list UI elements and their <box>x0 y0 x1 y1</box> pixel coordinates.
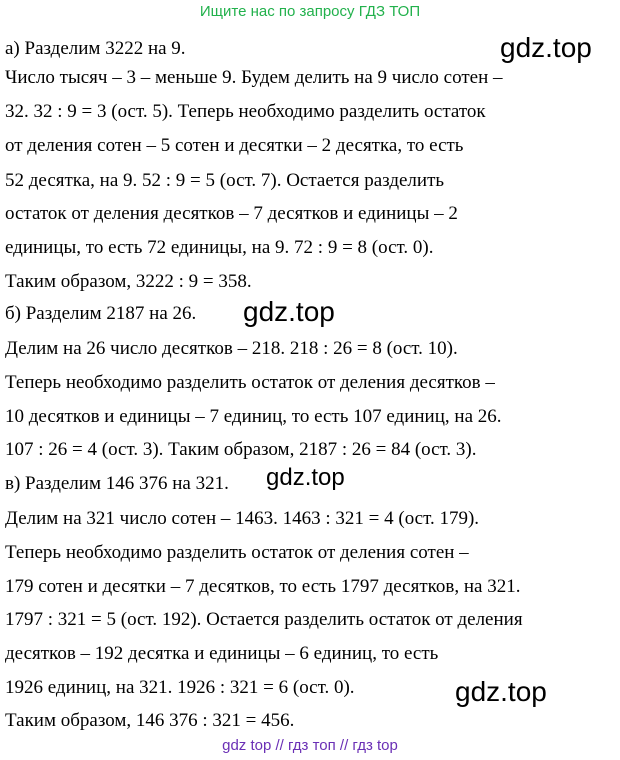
solution-line: единицы, то есть 72 единицы, на 9. 72 : 9 = 8 (ост. 0). <box>5 237 434 258</box>
solution-line: Число тысяч – 3 – меньше 9. Будем делить на 9 число сотен – <box>5 67 503 88</box>
solution-line: 1926 единиц, на 321. 1926 : 321 = 6 (ост. 0). <box>5 677 355 698</box>
watermark-gdz-top: gdz.top <box>243 296 335 327</box>
solution-line: десятков – 192 десятка и единицы – 6 единиц, то есть <box>5 643 439 664</box>
solution-line: 179 сотен и десятки – 7 десятков, то есть 1797 десятков, на 321. <box>5 576 521 597</box>
solution-line-a-result: Таким образом, 3222 : 9 = 358. <box>5 271 252 292</box>
footer-links[interactable]: gdz top // гдз топ // гдз top <box>222 737 398 754</box>
solution-line: 52 десятка, на 9. 52 : 9 = 5 (ост. 7). Остается разделить <box>5 170 445 191</box>
solution-line: Теперь необходимо разделить остаток от деления десятков – <box>5 372 495 393</box>
solution-line: Делим на 26 число десятков – 218. 218 : 26 = 8 (ост. 10). <box>5 338 458 359</box>
solution-line: 10 десятков и единицы – 7 единиц, то есть 107 единиц, на 26. <box>5 406 502 427</box>
watermark-gdz-top: gdz.top <box>455 676 547 707</box>
solution-line: 32. 32 : 9 = 3 (ост. 5). Теперь необходимо разделить остаток <box>5 101 486 122</box>
watermark-gdz-top: gdz.top <box>500 32 592 63</box>
solution-line: Теперь необходимо разделить остаток от деления сотен – <box>5 542 469 563</box>
solution-line: от деления сотен – 5 сотен и десятки – 2 десятка, то есть <box>5 135 464 156</box>
solution-line-c-title: в) Разделим 146 376 на 321. <box>5 473 229 494</box>
solution-line: 1797 : 321 = 5 (ост. 192). Остается разделить остаток от деления <box>5 609 523 630</box>
header-search-link[interactable]: Ищите нас по запросу ГДЗ ТОП <box>199 3 421 20</box>
watermark-gdz-top: gdz.top <box>266 464 345 491</box>
solution-line-c-result: Таким образом, 146 376 : 321 = 456. <box>5 710 295 731</box>
solution-line: остаток от деления десятков – 7 десятков и единицы – 2 <box>5 203 458 224</box>
solution-line-b-result: 107 : 26 = 4 (ост. 3). Таким образом, 2187 : 26 = 84 (ост. 3). <box>5 439 477 460</box>
solution-line: Делим на 321 число сотен – 1463. 1463 : 321 = 4 (ост. 179). <box>5 508 480 529</box>
solution-line-b-title: б) Разделим 2187 на 26. <box>5 303 197 324</box>
solution-line-a-title: а) Разделим 3222 на 9. <box>5 38 186 59</box>
